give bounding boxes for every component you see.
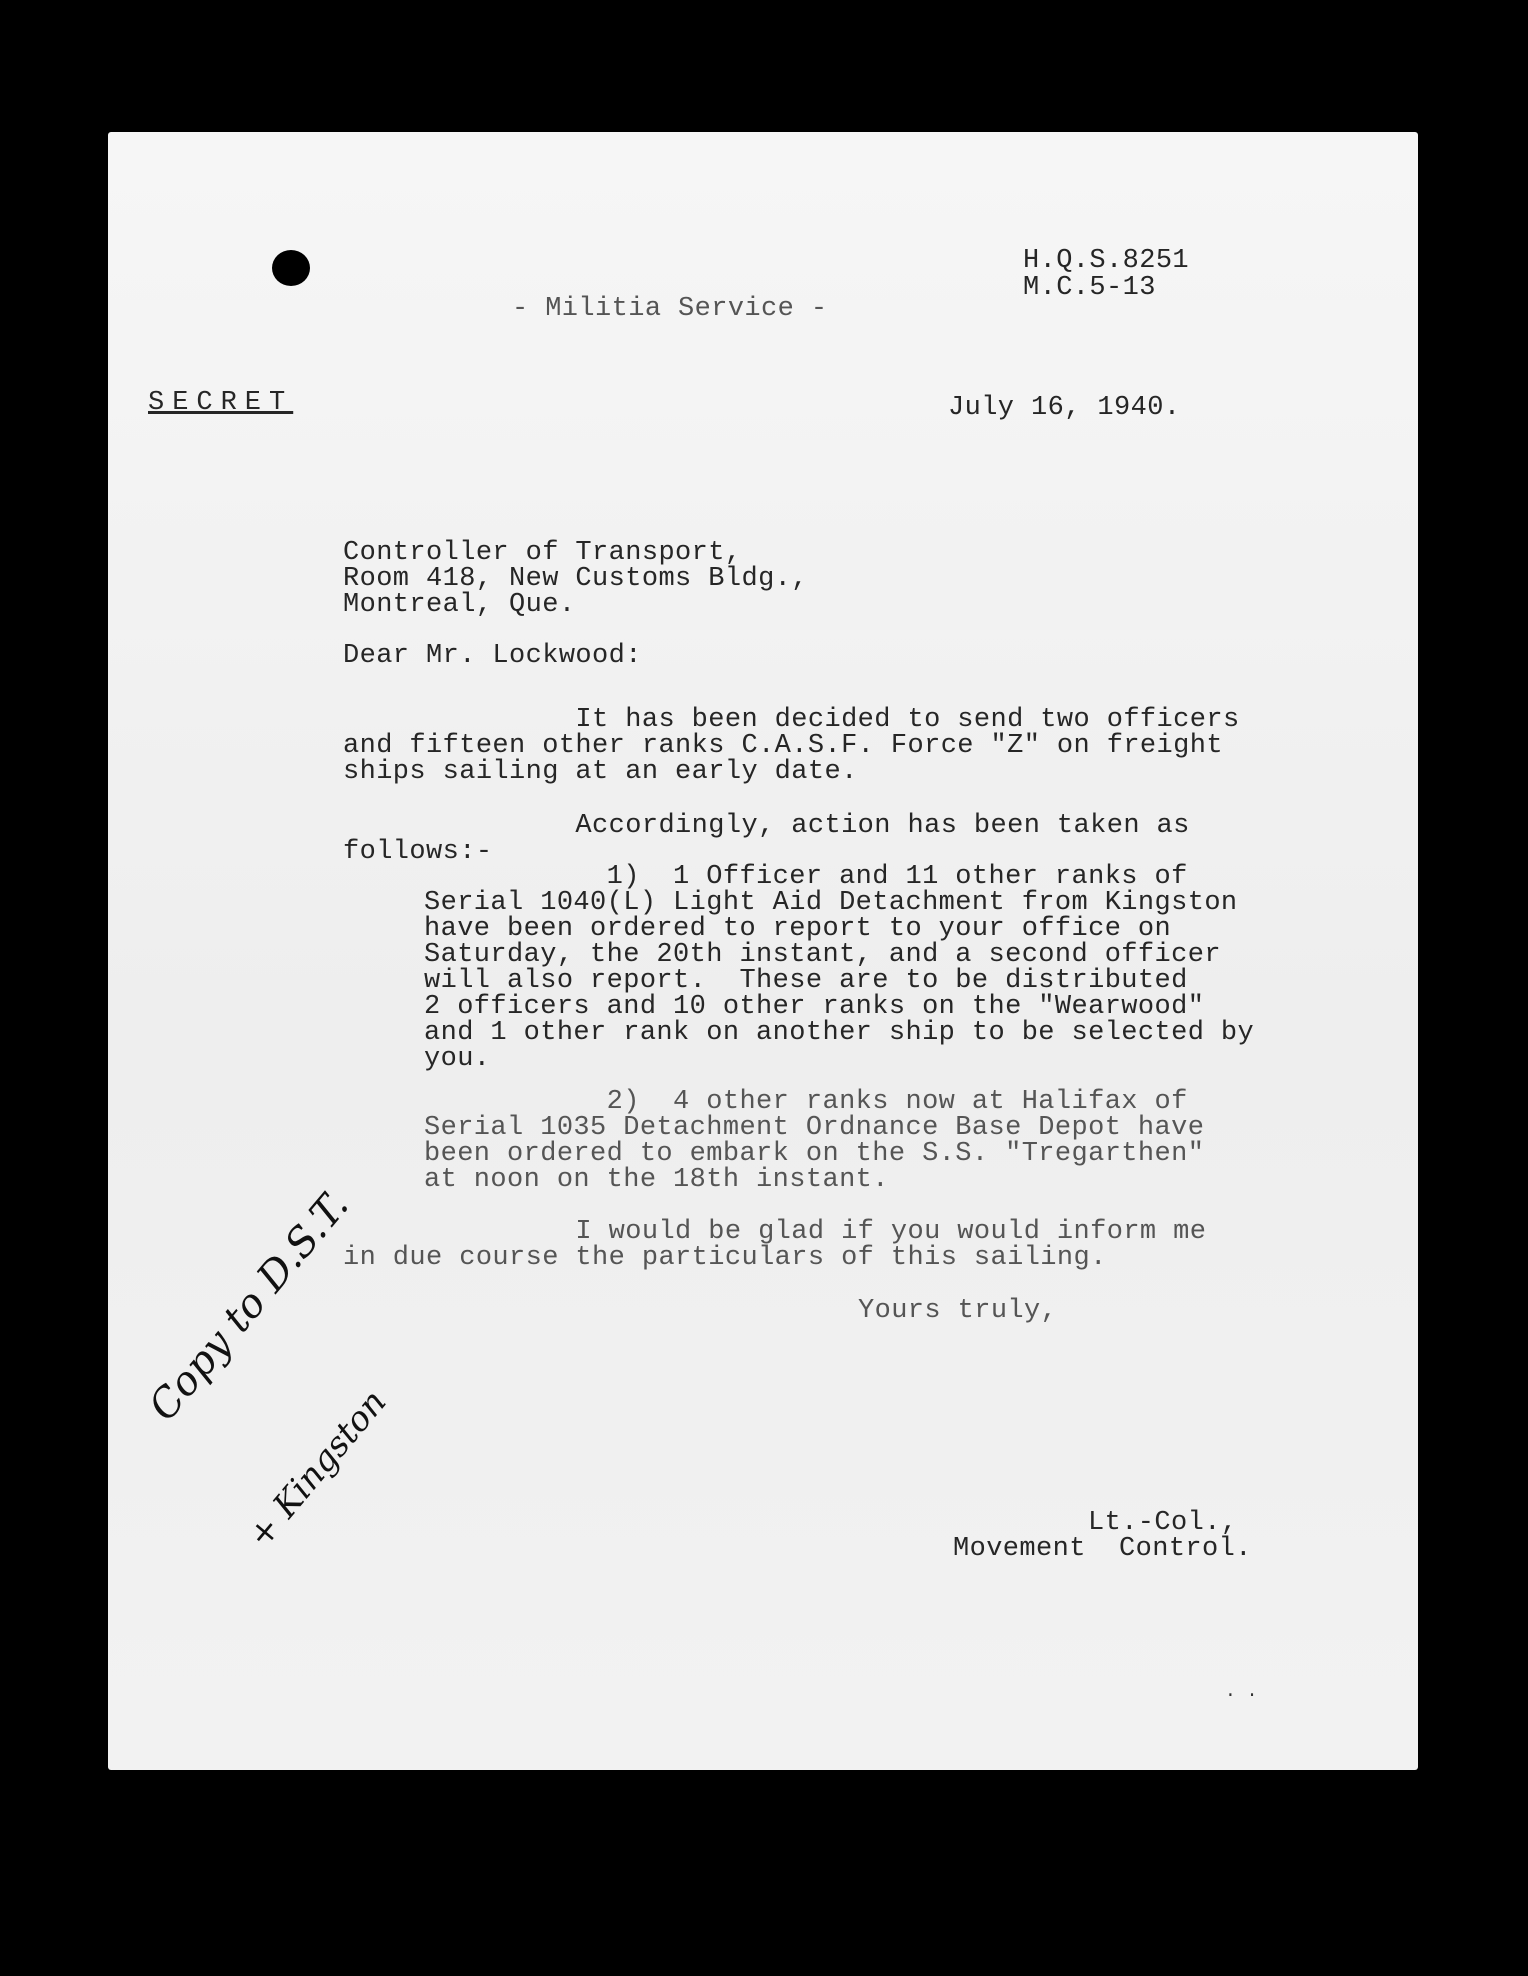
reference-number-2: M.C.5-13 (1023, 273, 1156, 303)
handwritten-note-line-1: Copy to D.S.T. (140, 1182, 358, 1430)
address-line-2: Room 418, New Customs Bldg., (343, 564, 808, 594)
address-line-3: Montreal, Que. (343, 590, 576, 620)
letter-date: July 16, 1940. (948, 393, 1181, 423)
paragraph-1: It has been decided to send two officers and fifteen other ranks C.A.S.F. Force "Z" on freight ships sailing at an early date. (343, 705, 1240, 787)
address-line-1: Controller of Transport, (343, 538, 742, 568)
punch-hole (272, 250, 310, 286)
page-specks: · · (1225, 1686, 1258, 1706)
classification-label: SECRET (148, 388, 294, 418)
list-item-2: 2) 4 other ranks now at Halifax of Serial 1035 Detachment Ordnance Base Depot have been ordered to embark on the S.S. "Tregarthen" at noon on the 18th instant. (424, 1087, 1205, 1195)
paragraph-2-intro: Accordingly, action has been taken as follows:- (343, 811, 1190, 867)
signature-office: Movement Control. (953, 1534, 1252, 1564)
paragraph-3: I would be glad if you would inform me in due course the particulars of this sailing. (343, 1217, 1207, 1273)
salutation: Dear Mr. Lockwood: (343, 641, 642, 671)
signature-rank: Lt.-Col., (1088, 1508, 1238, 1538)
service-heading: - Militia Service - (512, 294, 828, 324)
handwritten-note-line-2: + Kingston (240, 1382, 395, 1556)
reference-number-1: H.Q.S.8251 (1023, 246, 1190, 276)
list-item-1: 1) 1 Officer and 11 other ranks of Serial 1040(L) Light Aid Detachment from Kingston have been ordered to report to your office on Saturday, the 20th instant, and a second officer will also report. These are to be distributed 2 officers and 10 other ranks on the "Wearwood" and 1 other rank on another ship to be selected by you. (424, 862, 1255, 1074)
closing: Yours truly, (858, 1296, 1058, 1326)
